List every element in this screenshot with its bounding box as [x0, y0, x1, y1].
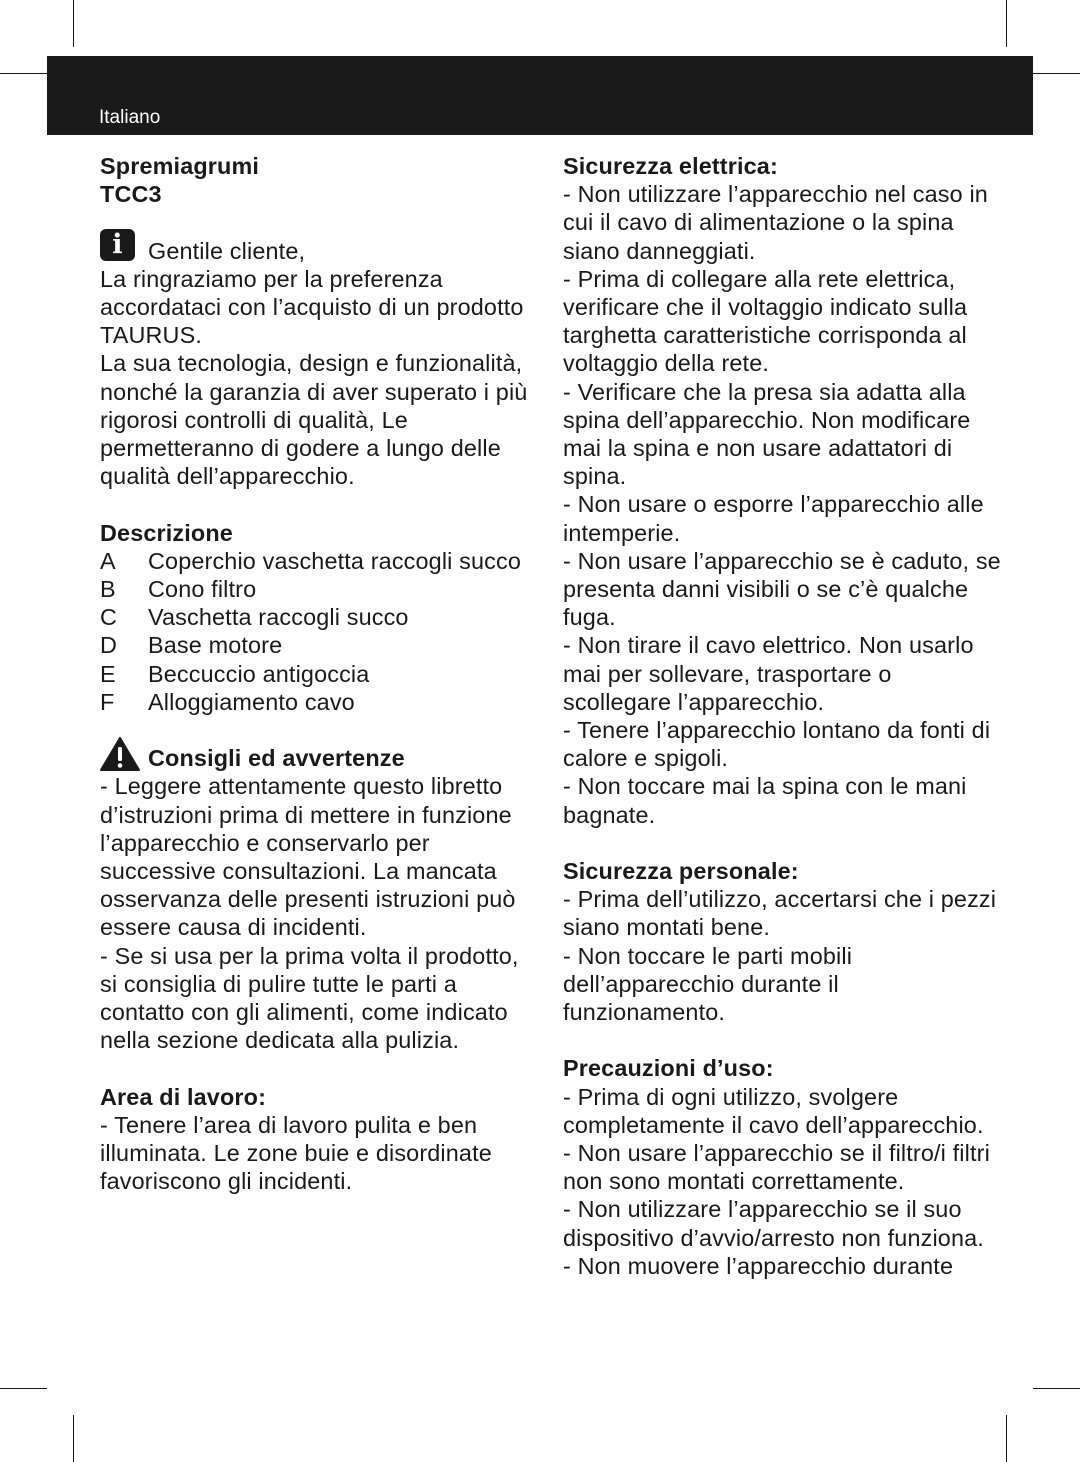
- list-item: - Tenere l’apparecchio lontano da fonti di calore e spigoli.: [563, 717, 991, 772]
- part-letter: A: [100, 547, 116, 574]
- warning-paragraph: - Se si usa per la prima volta il prodotto, si consiglia di pulire tutte le parti a contatto con gli alimenti, come indicato nella sezione dedicata alla pulizia.: [100, 942, 519, 1054]
- list-item: [100, 547, 530, 575]
- list-item: - Non utilizzare l’apparecchio nel caso in cui il cavo di alimentazione o la spina siano danneggiati.: [563, 181, 988, 264]
- warning-paragraph: - Leggere attentamente questo libretto d’istruzioni prima di mettere in funzione l’apparecchio e conservarlo per successive consultazioni. La mancata osservanza delle presenti istruzioni può essere causa di incidenti.: [100, 773, 516, 941]
- crop-mark: [73, 1415, 74, 1462]
- list-item: - Non usare l’apparecchio se il filtro/i filtri non sono montati correttamente.: [563, 1140, 990, 1195]
- part-name: Cono filtro: [148, 576, 257, 602]
- warnings-heading-line: [100, 744, 530, 772]
- electrical-safety-heading: Sicurezza elettrica:: [563, 153, 778, 179]
- list-item: - Non toccare le parti mobili dell’apparecchio durante il funzionamento.: [563, 942, 853, 1026]
- part-name: Vaschetta raccogli succo: [148, 604, 409, 631]
- warnings-heading: Consigli ed avvertenze: [148, 745, 405, 772]
- right-column: [563, 152, 1003, 1280]
- part-letter: F: [100, 688, 115, 715]
- product-title: Spremiagrumi: [100, 153, 260, 179]
- part-name: Beccuccio antigoccia: [148, 660, 370, 687]
- part-letter: E: [100, 660, 116, 687]
- crop-mark: [1033, 1388, 1080, 1389]
- greeting: Gentile cliente,: [148, 237, 306, 264]
- list-item: - Non utilizzare l’apparecchio se il suo dispositivo d’avvio/arresto non funziona.: [563, 1196, 984, 1251]
- crop-mark: [1033, 73, 1080, 74]
- list-item: [100, 688, 530, 716]
- list-item: [100, 575, 530, 603]
- list-item: - Prima dell’utilizzo, accertarsi che i pezzi siano montati bene.: [563, 886, 997, 941]
- intro-paragraph: La ringraziamo per la preferenza accordataci con l’acquisto di un prodotto TAURUS.: [100, 265, 524, 349]
- product-model: TCC3: [100, 181, 162, 208]
- list-item: - Non toccare mai la spina con le mani bagnate.: [563, 773, 967, 828]
- list-item: - Verificare che la presa sia adatta alla spina dell’apparecchio. Non modificare mai la spina e non usare adattatori di spina.: [563, 378, 971, 490]
- work-area-heading: Area di lavoro:: [100, 1083, 267, 1110]
- part-name: Alloggiamento cavo: [148, 688, 355, 715]
- list-item: - Non muovere l’apparecchio durante: [563, 1252, 954, 1279]
- crop-mark: [1006, 0, 1007, 47]
- crop-mark: [73, 0, 74, 47]
- list-item: - Non tirare il cavo elettrico. Non usarlo mai per sollevare, trasportare o scollegare l’apparecchio.: [563, 632, 974, 715]
- description-heading: Descrizione: [100, 519, 233, 546]
- part-letter: C: [100, 604, 118, 631]
- list-item: [100, 660, 530, 688]
- personal-safety-heading: Sicurezza personale:: [563, 858, 799, 885]
- part-name: Base motore: [148, 632, 283, 659]
- usage-precautions-heading: Precauzioni d’uso:: [563, 1055, 774, 1082]
- greeting-line: [100, 228, 530, 265]
- list-item: - Prima di ogni utilizzo, svolgere completamente il cavo dell’apparecchio.: [563, 1083, 984, 1138]
- crop-mark: [1006, 1415, 1007, 1462]
- intro-paragraph: La sua tecnologia, design e funzionalità, nonché la garanzia di aver superato i più rigorosi controlli di qualità, Le permetteranno di godere a lungo delle qualità dell’apparecchio.: [100, 350, 528, 490]
- parts-list: [100, 547, 530, 716]
- warning-icon: [100, 737, 140, 771]
- list-item: - Non usare l’apparecchio se è caduto, se presenta danni visibili o se c’è qualche fuga.: [563, 547, 1001, 631]
- list-item: [100, 631, 530, 659]
- part-name: Coperchio vaschetta raccogli succo: [148, 547, 522, 574]
- list-item: [100, 603, 530, 631]
- part-letter: D: [100, 632, 118, 659]
- crop-mark: [0, 73, 47, 74]
- left-column: [100, 152, 530, 1195]
- list-item: - Non usare o esporre l’apparecchio alle intemperie.: [563, 491, 984, 546]
- work-area-paragraph: - Tenere l’area di lavoro pulita e ben illuminata. Le zone buie e disordinate favoriscono gli incidenti.: [100, 1111, 492, 1195]
- language-label: Italiano: [99, 107, 161, 128]
- part-letter: B: [100, 576, 116, 602]
- info-icon: i: [100, 229, 135, 261]
- list-item: - Prima di collegare alla rete elettrica, verificare che il voltaggio indicato sulla targhetta caratteristiche corrisponda al voltaggio della rete.: [563, 265, 968, 377]
- header-band: [47, 56, 1033, 135]
- crop-mark: [0, 1388, 47, 1389]
